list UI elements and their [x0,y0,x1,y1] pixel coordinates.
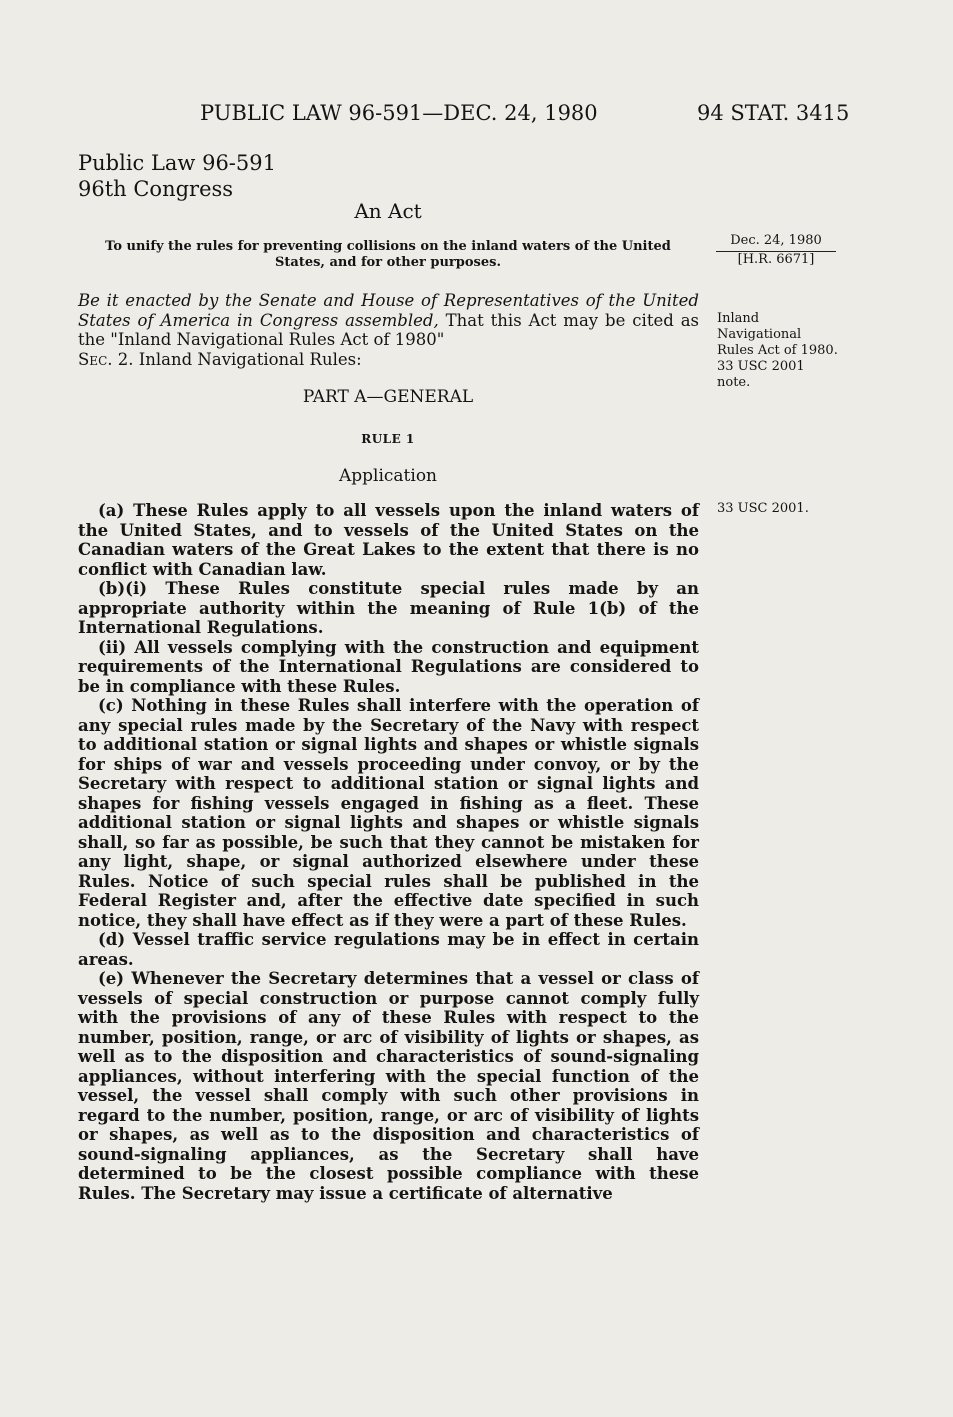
running-header-law-date: PUBLIC LAW 96-591—DEC. 24, 1980 [200,101,598,125]
margin-line: Navigational [717,327,802,342]
law-number: Public Law 96-591 [78,151,276,175]
section-label: Sec. 2. [78,349,134,369]
margin-date: Dec. 24, 1980 [716,233,836,252]
enacting-clause [78,291,699,369]
law-title-block [78,150,276,202]
margin-line: note. [717,375,751,390]
paragraph-b-i: (b)(i) These Rules constitute special rules made by an appropriate authority within the meaning of Rule 1(b) of the International Regulations. [78,579,699,637]
part-heading: PART A—GENERAL [302,387,474,407]
act-purpose: To unify the rules for preventing collisions on the inland waters of the United States, and for other purposes. [105,239,671,270]
enacting-clause-italic: Be it enacted by the Senate and House of Representatives of the United States of America in Congress assembled, [78,291,699,330]
running-header-stat: 94 STAT. 3415 [697,101,850,125]
margin-line: 33 USC 2001 [717,359,805,374]
margin-note-usc: 33 USC 2001. [717,501,809,516]
paragraph-c: (c) Nothing in these Rules shall interfere with the operation of any special rules made by the Secretary of the Navy with respect to additional station or signal lights and shapes or whistle signals for ships of war and vessels proceeding under convoy, or by the Secretary with respect to additional station or signal lights and shapes for fishing vessels engaged in fishing as a fleet. These additional station or signal lights and shapes or whistle signals shall, so far as possible, be such that they cannot be mistaken for any light, shape, or signal authorized elsewhere under these Rules. Notice of such special rules shall be published in the Federal Register and, after the effective date specified in such notice, they shall have effect as if they were a part of these Rules. [78,696,699,930]
congress-number: 96th Congress [78,177,234,201]
rule-heading: RULE 1 [361,432,415,446]
margin-line: Inland [717,311,760,326]
paragraph-b-ii: (ii) All vessels complying with the construction and equipment requirements of the International Regulations are considered to be in compliance with these Rules. [78,637,699,696]
paragraph-a: (a) These Rules apply to all vessels upon the inland waters of the United States, and to vessels of the United States on the Canadian waters of the Great Lakes to the extent that there is no conflict with Canadian law. [78,501,699,579]
paragraph-d: (d) Vessel traffic service regulations may be in effect in certain areas. [78,930,699,969]
margin-note-date [716,233,836,268]
margin-bill-number: [H.R. 6671] [737,252,815,267]
margin-line: Rules Act of 1980. [717,343,838,358]
act-title: An Act [354,199,422,223]
rule-1-text [78,501,699,1203]
section-text: Inland Navigational Rules: [133,349,362,369]
enacting-clause-text: That this Act may be cited as the "Inland Navigational Rules Act of 1980" [78,310,700,349]
margin-note-short-title [717,311,838,391]
rule-subheading: Application [338,466,438,486]
paragraph-e: (e) Whenever the Secretary determines that a vessel or class of vessels of special construction or purpose cannot comply fully with the provisions of any of these Rules with respect to the number, position, range, or arc of visibility of lights or shapes, as well as to the disposition and characteristics of sound-signaling appliances, without interfering with the special function of the vessel, the vessel shall comply with such other provisions in regard to the number, position, range, or arc of visibility of lights or shapes, as well as to the disposition and characteristics of sound-signaling appliances, as the Secretary shall have determined to be the closest possible compliance with these Rules. The Secretary may issue a certificate of alternative [78,969,699,1203]
